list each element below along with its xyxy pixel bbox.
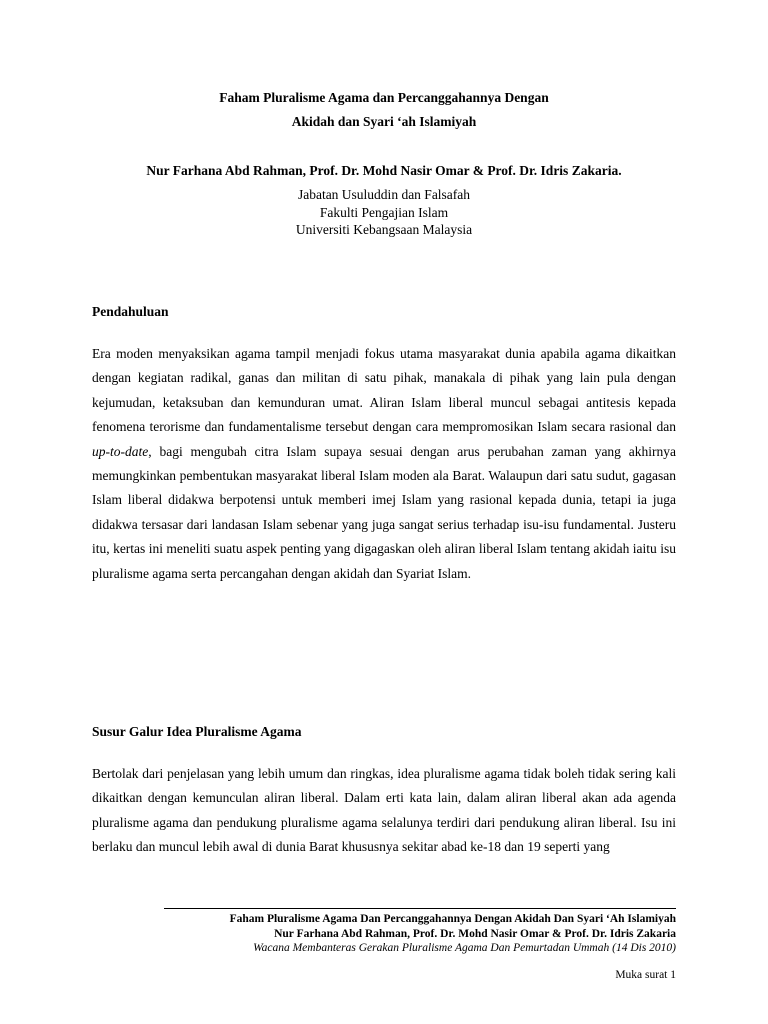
paragraph-italic-term: up-to-date (92, 443, 149, 459)
running-footer (160, 912, 676, 956)
paragraph-pendahuluan (92, 342, 676, 586)
affiliation-university: Universiti Kebangsaan Malaysia (295, 222, 473, 237)
affiliation-department: Jabatan Usuluddin dan Falsafah (297, 187, 471, 202)
title-line-1: Faham Pluralisme Agama dan Percanggahannya Dengan (219, 90, 549, 105)
footer-event: Wacana Membanteras Gerakan Pluralisme Agama Dan Pemurtadan Ummah (14 Dis 2010) (253, 942, 676, 954)
affiliation-faculty: Fakulti Pengajian Islam (319, 205, 449, 220)
paragraph-text-end: , bagi mengubah citra Islam supaya sesuai dengan arus perubahan zaman yang akhirnya memungkinkan pembentukan masyarakat liberal Islam moden ala Barat. Walaupun dari satu sudut, gagasan Islam liberal didakwa berpotensi untuk memberi imej Islam yang rasional kepada dunia, tetapi ia juga didakwa tersasar dari landasan Islam sebenar yang juga sangat serius terhadap isu-isu fundamental. Justeru itu, kertas ini meneliti suatu aspek penting yang digagaskan oleh aliran liberal Islam tentang akidah iaitu isu pluralisme agama serta percangahan dengan akidah dan Syariat Islam. (92, 443, 676, 581)
footer-title: Faham Pluralisme Agama Dan Percanggahannya Dengan Akidah Dan Syari ‘Ah Islamiyah (229, 913, 676, 925)
author-list: Nur Farhana Abd Rahman, Prof. Dr. Mohd Nasir Omar & Prof. Dr. Idris Zakaria. (146, 163, 622, 178)
footer-divider (164, 908, 676, 909)
section-heading-susur-galur: Susur Galur Idea Pluralisme Agama (92, 724, 302, 739)
section-heading-pendahuluan: Pendahuluan (92, 304, 169, 319)
paragraph-susur-galur (92, 762, 676, 860)
footer-authors: Nur Farhana Abd Rahman, Prof. Dr. Mohd Nasir Omar & Prof. Dr. Idris Zakaria (274, 927, 676, 940)
paragraph-text-start: Era moden menyaksikan agama tampil menjadi fokus utama masyarakat dunia apabila agama dikaitkan dengan kegiatan radikal, ganas dan militan di satu pihak, manakala di pihak yang lain pula dengan kejumudan, ketaksuban dan kemunduran umat. Aliran Islam liberal muncul sebagai antitesis kepada fenomena terorisme dan fundamentalisme tersebut dengan cara mempromosikan Islam secara rasional dan (92, 346, 676, 435)
paragraph-susur-galur-text: Bertolak dari penjelasan yang lebih umum dan ringkas, idea pluralisme agama tidak boleh tidak sering kali dikaitkan dengan kemunculan aliran liberal. Dalam erti kata lain, dalam aliran liberal akan ada agenda pluralisme agama dan pendukung pluralisme agama selalunya terdiri dari pendukung aliran liberal. Isu ini berlaku dan muncul lebih awal di dunia Barat khususnya sekitar abad ke-18 dan 19 seperti yang (92, 766, 676, 855)
title-line-2: Akidah dan Syari ‘ah Islamiyah (291, 114, 477, 129)
page-number: Muka surat 1 (615, 969, 676, 981)
